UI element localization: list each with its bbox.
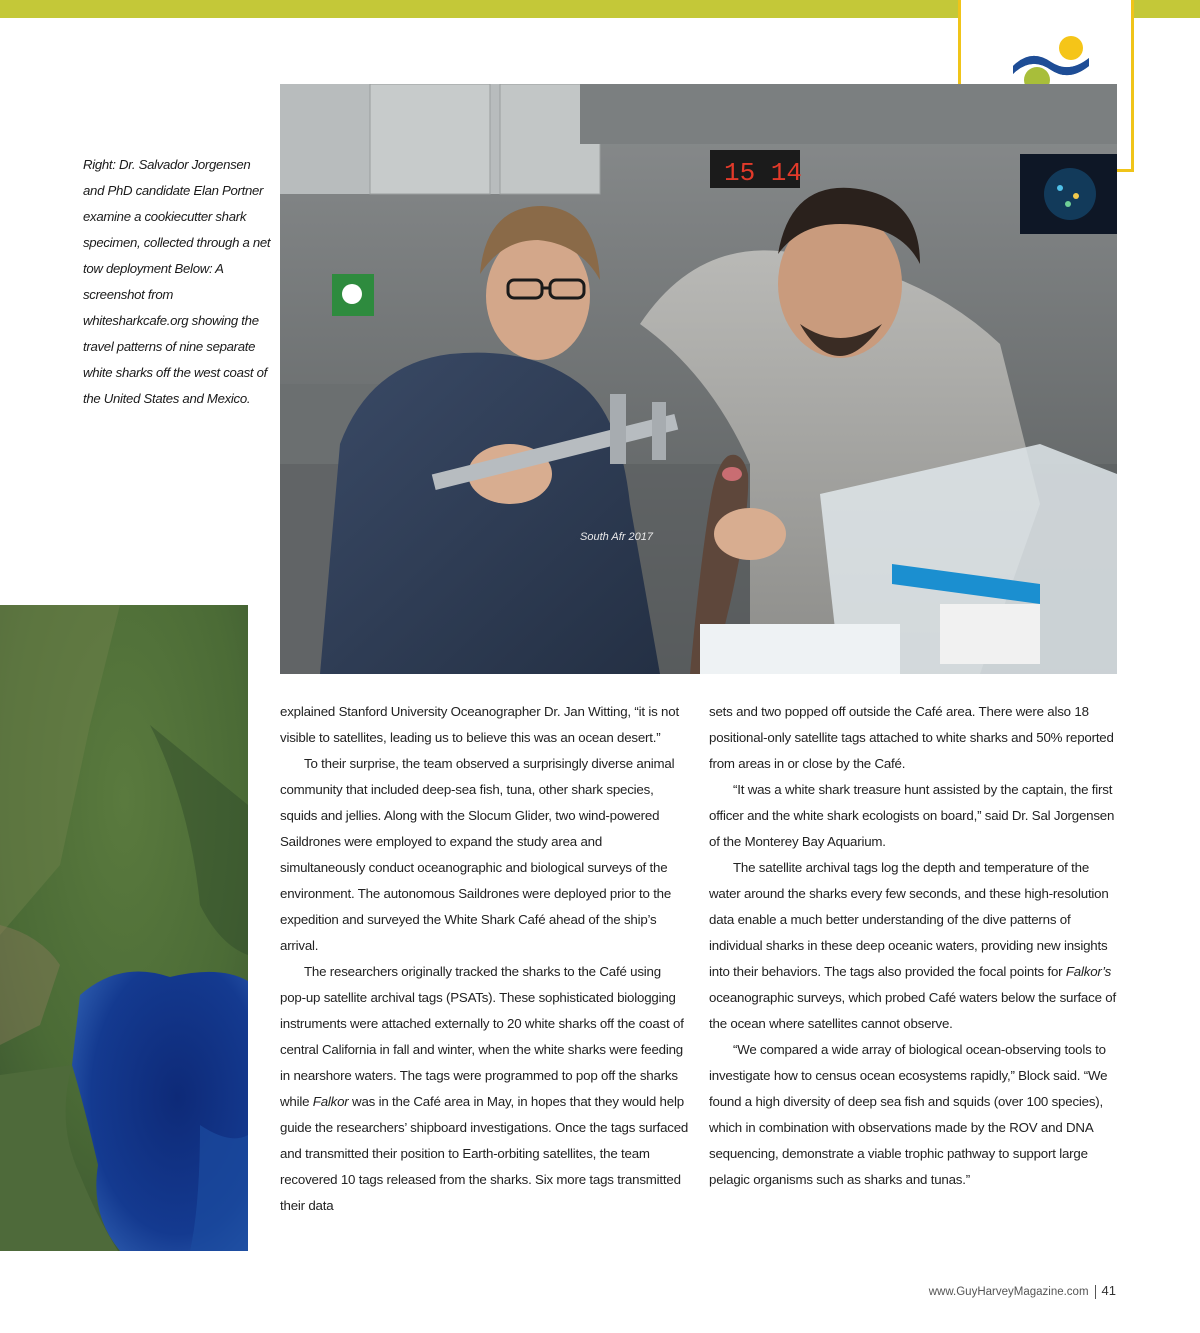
white-shark-travel-map	[0, 605, 248, 1251]
article-column-1	[280, 699, 690, 1219]
website-link[interactable]: www.GuyHarveyMagazine.com	[928, 1286, 1089, 1298]
vessel-name: Falkor’s	[1065, 964, 1112, 979]
page-footer	[929, 1283, 1116, 1299]
sweatshirt-print: South Afr 2017	[580, 531, 653, 543]
footer-divider	[1095, 1285, 1096, 1299]
paragraph: “We compared a wide array of biological ocean-observing tools to investigate how to census ocean ecosystems rapidly,” Block said. “We found a high diversity of deep sea fish and squids (over 100 species), which in combination with observations made by the ROV and DNA sequencing, demonstrate a viable trophic pathway to support large pelagic organisms such as sharks and tunas.”	[709, 1042, 1108, 1187]
paragraph: explained Stanford University Oceanographer Dr. Jan Witting, “it is not visible to satellites, leading us to believe this was an ocean desert.”	[280, 704, 679, 745]
paragraph	[709, 855, 1119, 1037]
text-run: oceanographic surveys, which probed Café waters below the surface of the ocean where satellites cannot observe.	[709, 990, 1116, 1031]
article-column-2	[709, 699, 1119, 1193]
satellite-map-image	[0, 605, 248, 1251]
paragraph: sets and two popped off outside the Café area. There were also 18 positional-only satellite tags attached to white sharks and 50% reported from areas in or close by the Café.	[709, 704, 1114, 771]
paragraph: To their surprise, the team observed a surprisingly diverse animal community that included deep-sea fish, tuna, other shark species, squids and jellies. Along with the Slocum Glider, two wind-powered Saildrones were employed to expand the study area and simultaneously conduct oceanographic and biological surveys of the environment. The autonomous Saildrones were deployed prior to the expedition and surveyed the White Shark Café ahead of the ship’s arrival.	[280, 756, 675, 953]
digital-clock: 15 14	[724, 158, 803, 188]
vessel-name: Falkor	[312, 1094, 349, 1109]
lab-photo	[280, 84, 1117, 674]
photo-caption: Right: Dr. Salvador Jorgensen and PhD candidate Elan Portner examine a cookiecutter shark specimen, collected through a net tow deployment Below: A screenshot from whitesharkcafe.org showing the travel patterns of nine separate white sharks off the west coast of the United States and Mexico.	[83, 157, 271, 406]
text-run: was in the Café area in May, in hopes that they would help guide the researchers’ shipboard investigations. Once the tags surfaced and transmitted their position to Earth-orbiting satellites, the team recovered 10 tags released from the sharks. Six more tags transmitted their data	[280, 1094, 689, 1213]
researchers-examining-shark-image	[280, 84, 1117, 674]
paragraph: “It was a white shark treasure hunt assisted by the captain, the first officer and the white shark ecologists on board,” said Dr. Sal Jorgensen of the Monterey Bay Aquarium.	[709, 782, 1115, 849]
page-number: 41	[1101, 1283, 1116, 1298]
text-run: The satellite archival tags log the depth and temperature of the water around the sharks every few seconds, and these high-resolution data enable a much better understanding of the dive patterns of individual sharks in these deep oceanic waters, providing new insights into their behaviors. The tags also provided the focal points for	[709, 860, 1109, 979]
paragraph	[280, 959, 690, 1219]
text-run: The researchers originally tracked the sharks to the Café using pop-up satellite archival tags (PSATs). These sophisticated biologging instruments were attached externally to 20 white sharks off the coast of central California in fall and winter, when the white sharks were feeding in nearshore waters. The tags were programmed to pop off the sharks while	[280, 964, 684, 1109]
